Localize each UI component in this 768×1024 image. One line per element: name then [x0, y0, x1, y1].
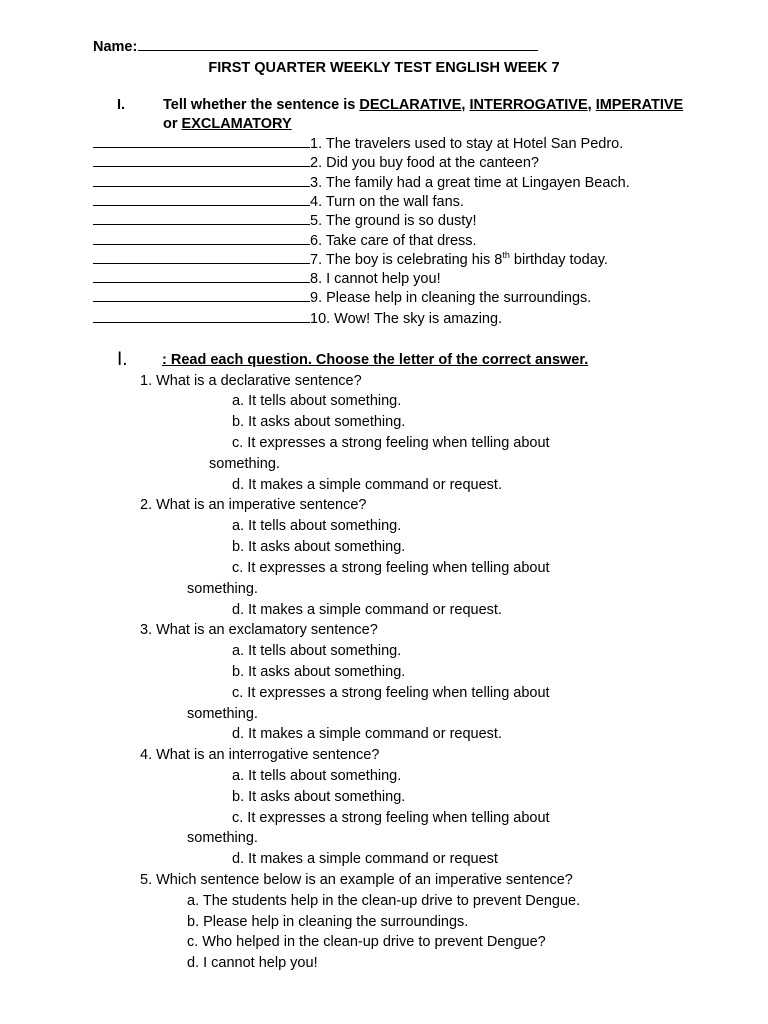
q4-option-c[interactable]: c. It expresses a strong feeling when telling about — [232, 810, 550, 826]
q2-option-a[interactable]: a. It tells about something. — [232, 518, 402, 534]
name-label: Name: — [93, 39, 138, 55]
answer-blank[interactable] — [93, 232, 310, 245]
list-item: 10. Wow! The sky is amazing. — [93, 310, 502, 329]
section1-instruction-line1: Tell whether the sentence is DECLARATIVE, INTERROGATIVE, IMPERATIVE — [163, 97, 684, 113]
question-3: 3. What is an exclamatory sentence? — [140, 622, 378, 638]
list-item: 7. The boy is celebrating his 8th birthday today. — [93, 251, 608, 270]
type-exclamatory: EXCLAMATORY — [181, 116, 292, 132]
q5-option-a[interactable]: a. The students help in the clean-up drive to prevent Dengue. — [187, 893, 581, 909]
q2-option-c[interactable]: c. It expresses a strong feeling when telling about — [232, 560, 550, 576]
answer-blank[interactable] — [93, 251, 310, 264]
q1-option-b[interactable]: b. It asks about something. — [232, 414, 406, 430]
section2-numeral: I. — [117, 349, 128, 370]
q4-option-d[interactable]: d. It makes a simple command or request — [232, 851, 498, 867]
answer-blank[interactable] — [93, 212, 310, 225]
list-item: 1. The travelers used to stay at Hotel San Pedro. — [93, 135, 623, 154]
section1-numeral: I. — [117, 97, 126, 113]
answer-blank[interactable] — [93, 193, 310, 206]
instruction-prefix: Tell whether the sentence is — [163, 97, 356, 113]
list-item: 2. Did you buy food at the canteen? — [93, 154, 539, 173]
q1-option-a[interactable]: a. It tells about something. — [232, 393, 402, 409]
type-imperative: IMPERATIVE — [595, 97, 684, 113]
list-item: 9. Please help in cleaning the surroundings. — [93, 289, 591, 308]
type-interrogative: INTERROGATIVE — [469, 97, 588, 113]
list-item: 4. Turn on the wall fans. — [93, 193, 464, 212]
q3-option-c-cont: something. — [187, 706, 258, 722]
q3-option-a[interactable]: a. It tells about something. — [232, 643, 402, 659]
q2-option-b[interactable]: b. It asks about something. — [232, 539, 406, 555]
answer-blank[interactable] — [93, 154, 310, 167]
q1-option-c[interactable]: c. It expresses a strong feeling when telling about — [232, 435, 550, 451]
question-2: 2. What is an imperative sentence? — [140, 497, 367, 513]
name-field — [93, 38, 538, 55]
list-item: 6. Take care of that dress. — [93, 232, 477, 251]
q3-option-c[interactable]: c. It expresses a strong feeling when telling about — [232, 685, 550, 701]
question-1: 1. What is a declarative sentence? — [140, 373, 362, 389]
answer-blank[interactable] — [93, 270, 310, 283]
answer-blank[interactable] — [93, 174, 310, 187]
page-title: FIRST QUARTER WEEKLY TEST ENGLISH WEEK 7 — [208, 60, 560, 76]
answer-blank[interactable] — [93, 289, 310, 302]
type-declarative: DECLARATIVE — [359, 97, 462, 113]
section2-instruction: : Read each question. Choose the letter of the correct answer. — [162, 352, 589, 368]
q4-option-c-cont: something. — [187, 830, 258, 846]
list-item: 3. The family had a great time at Lingayen Beach. — [93, 174, 630, 193]
instruction-or: or — [163, 116, 178, 132]
q1-option-d[interactable]: d. It makes a simple command or request. — [232, 477, 502, 493]
list-item: 8. I cannot help you! — [93, 270, 441, 289]
q3-option-d[interactable]: d. It makes a simple command or request. — [232, 726, 502, 742]
answer-blank[interactable] — [93, 310, 310, 323]
q3-option-b[interactable]: b. It asks about something. — [232, 664, 406, 680]
q2-option-d[interactable]: d. It makes a simple command or request. — [232, 602, 502, 618]
question-5: 5. Which sentence below is an example of an imperative sentence? — [140, 872, 573, 888]
q4-option-b[interactable]: b. It asks about something. — [232, 789, 406, 805]
section1-instruction-line2 — [163, 116, 292, 132]
q5-option-c[interactable]: c. Who helped in the clean-up drive to prevent Dengue? — [187, 934, 546, 950]
q1-option-c-cont: something. — [209, 456, 280, 472]
question-4: 4. What is an interrogative sentence? — [140, 747, 380, 763]
list-item: 5. The ground is so dusty! — [93, 212, 477, 231]
q4-option-a[interactable]: a. It tells about something. — [232, 768, 402, 784]
q5-option-d[interactable]: d. I cannot help you! — [187, 955, 318, 971]
name-blank-line[interactable] — [138, 38, 538, 51]
q2-option-c-cont: something. — [187, 581, 258, 597]
q5-option-b[interactable]: b. Please help in cleaning the surroundings. — [187, 914, 469, 930]
answer-blank[interactable] — [93, 135, 310, 148]
